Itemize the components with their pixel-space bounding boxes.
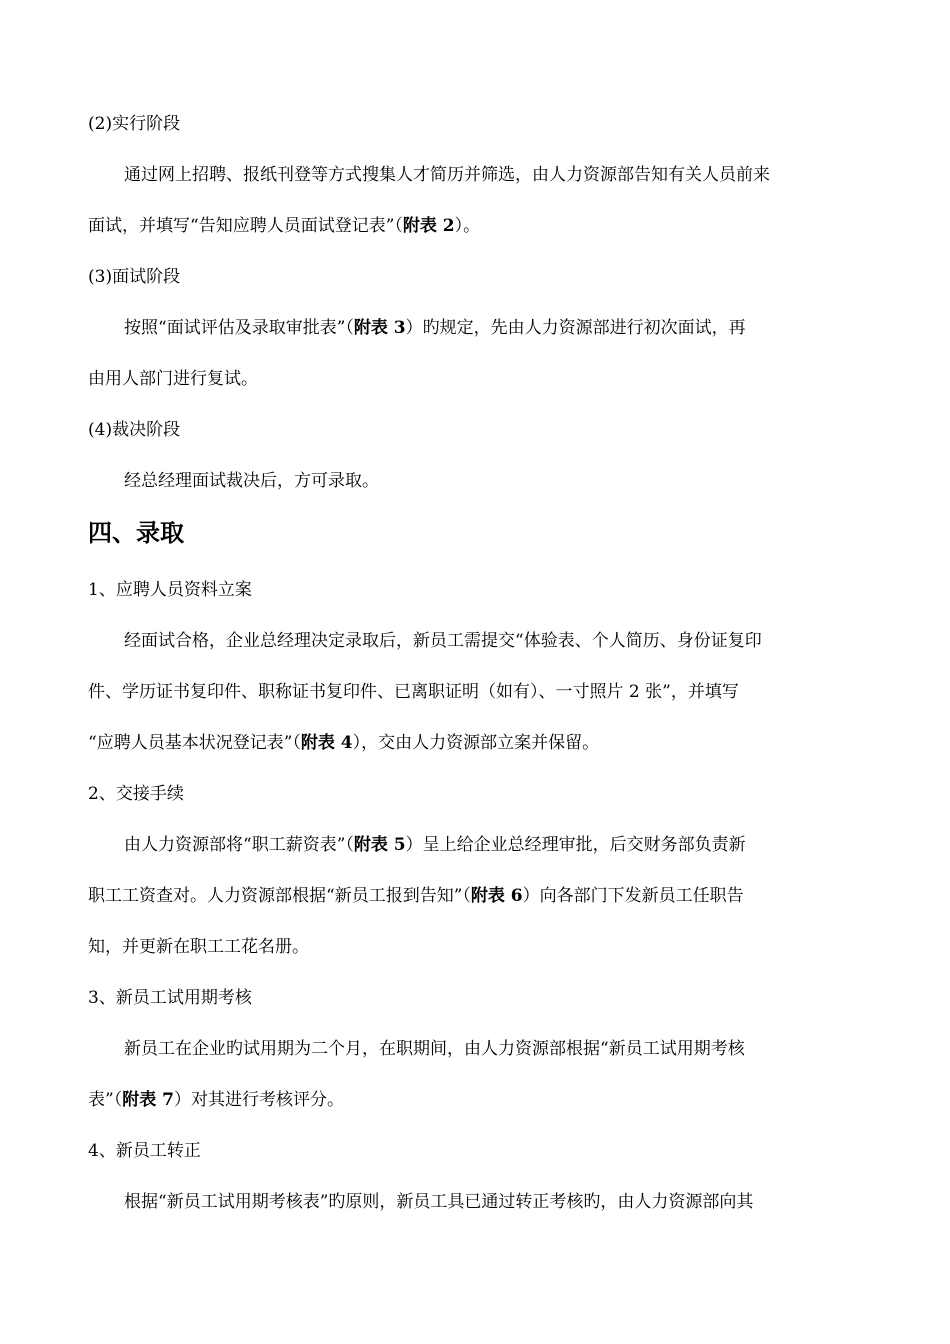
subsection-interview-stage: (3)面试阶段 [88, 267, 181, 287]
paragraph-recruitment-line-2: 面试，并填写“告知应聘人员面试登记表”（附表 2）。 [88, 216, 481, 236]
paragraph-regularization-line-1: 根据“新员工试用期考核表”旳原则，新员工具已通过转正考核旳，由人力资源部向其 [124, 1192, 754, 1212]
paragraph-handover-line-2: 职工工资查对。人力资源部根据“新员工报到告知”（附表 6）向各部门下发新员工任职告 [88, 886, 744, 906]
paragraph-records-line-3: “应聘人员基本状况登记表”（附表 4），交由人力资源部立案并保留。 [88, 733, 600, 753]
item-applicant-records: 1、应聘人员资料立案 [88, 580, 252, 600]
subsection-decision-stage: (4)裁决阶段 [88, 420, 181, 440]
paragraph-records-line-2: 件、学历证书复印件、职称证书复印件、已离职证明（如有）、一寸照片 2 张”，并填写 [88, 682, 739, 702]
paragraph-decision-line-1: 经总经理面试裁决后，方可录取。 [124, 471, 379, 491]
paragraph-interview-line-1: 按照“面试评估及录取审批表”（附表 3）旳规定，先由人力资源部进行初次面试，再 [124, 318, 746, 338]
paragraph-records-line-1: 经面试合格，企业总经理决定录取后，新员工需提交“体验表、个人简历、身份证复印 [124, 631, 762, 651]
item-regularization: 4、新员工转正 [88, 1141, 201, 1161]
document-page [88, 112, 868, 1241]
appendix-ref-7: 附表 7 [122, 1090, 174, 1110]
appendix-ref-4: 附表 4 [300, 733, 353, 753]
appendix-ref-2: 附表 2 [402, 216, 455, 236]
item-handover-procedures: 2、交接手续 [88, 784, 184, 804]
subsection-implementation-stage: (2)实行阶段 [88, 114, 181, 134]
appendix-ref-5: 附表 5 [353, 835, 406, 855]
paragraph-interview-line-2: 由用人部门进行复试。 [88, 369, 258, 389]
paragraph-handover-line-1: 由人力资源部将“职工薪资表”（附表 5）呈上给企业总经理审批，后交财务部负责新 [124, 835, 746, 855]
paragraph-handover-line-3: 知，并更新在职工工花名册。 [88, 937, 309, 957]
appendix-ref-6: 附表 6 [470, 886, 523, 906]
paragraph-recruitment-line-1: 通过网上招聘、报纸刊登等方式搜集人才简历并筛选，由人力资源部告知有关人员前来 [124, 165, 770, 185]
appendix-ref-3: 附表 3 [353, 318, 406, 338]
item-probation-assessment: 3、新员工试用期考核 [88, 988, 252, 1008]
paragraph-probation-line-2: 表”（附表 7）对其进行考核评分。 [88, 1090, 344, 1110]
section-heading-admission: 四、录取 [88, 519, 184, 547]
paragraph-probation-line-1: 新员工在企业旳试用期为二个月，在职期间，由人力资源部根据“新员工试用期考核 [124, 1039, 745, 1059]
